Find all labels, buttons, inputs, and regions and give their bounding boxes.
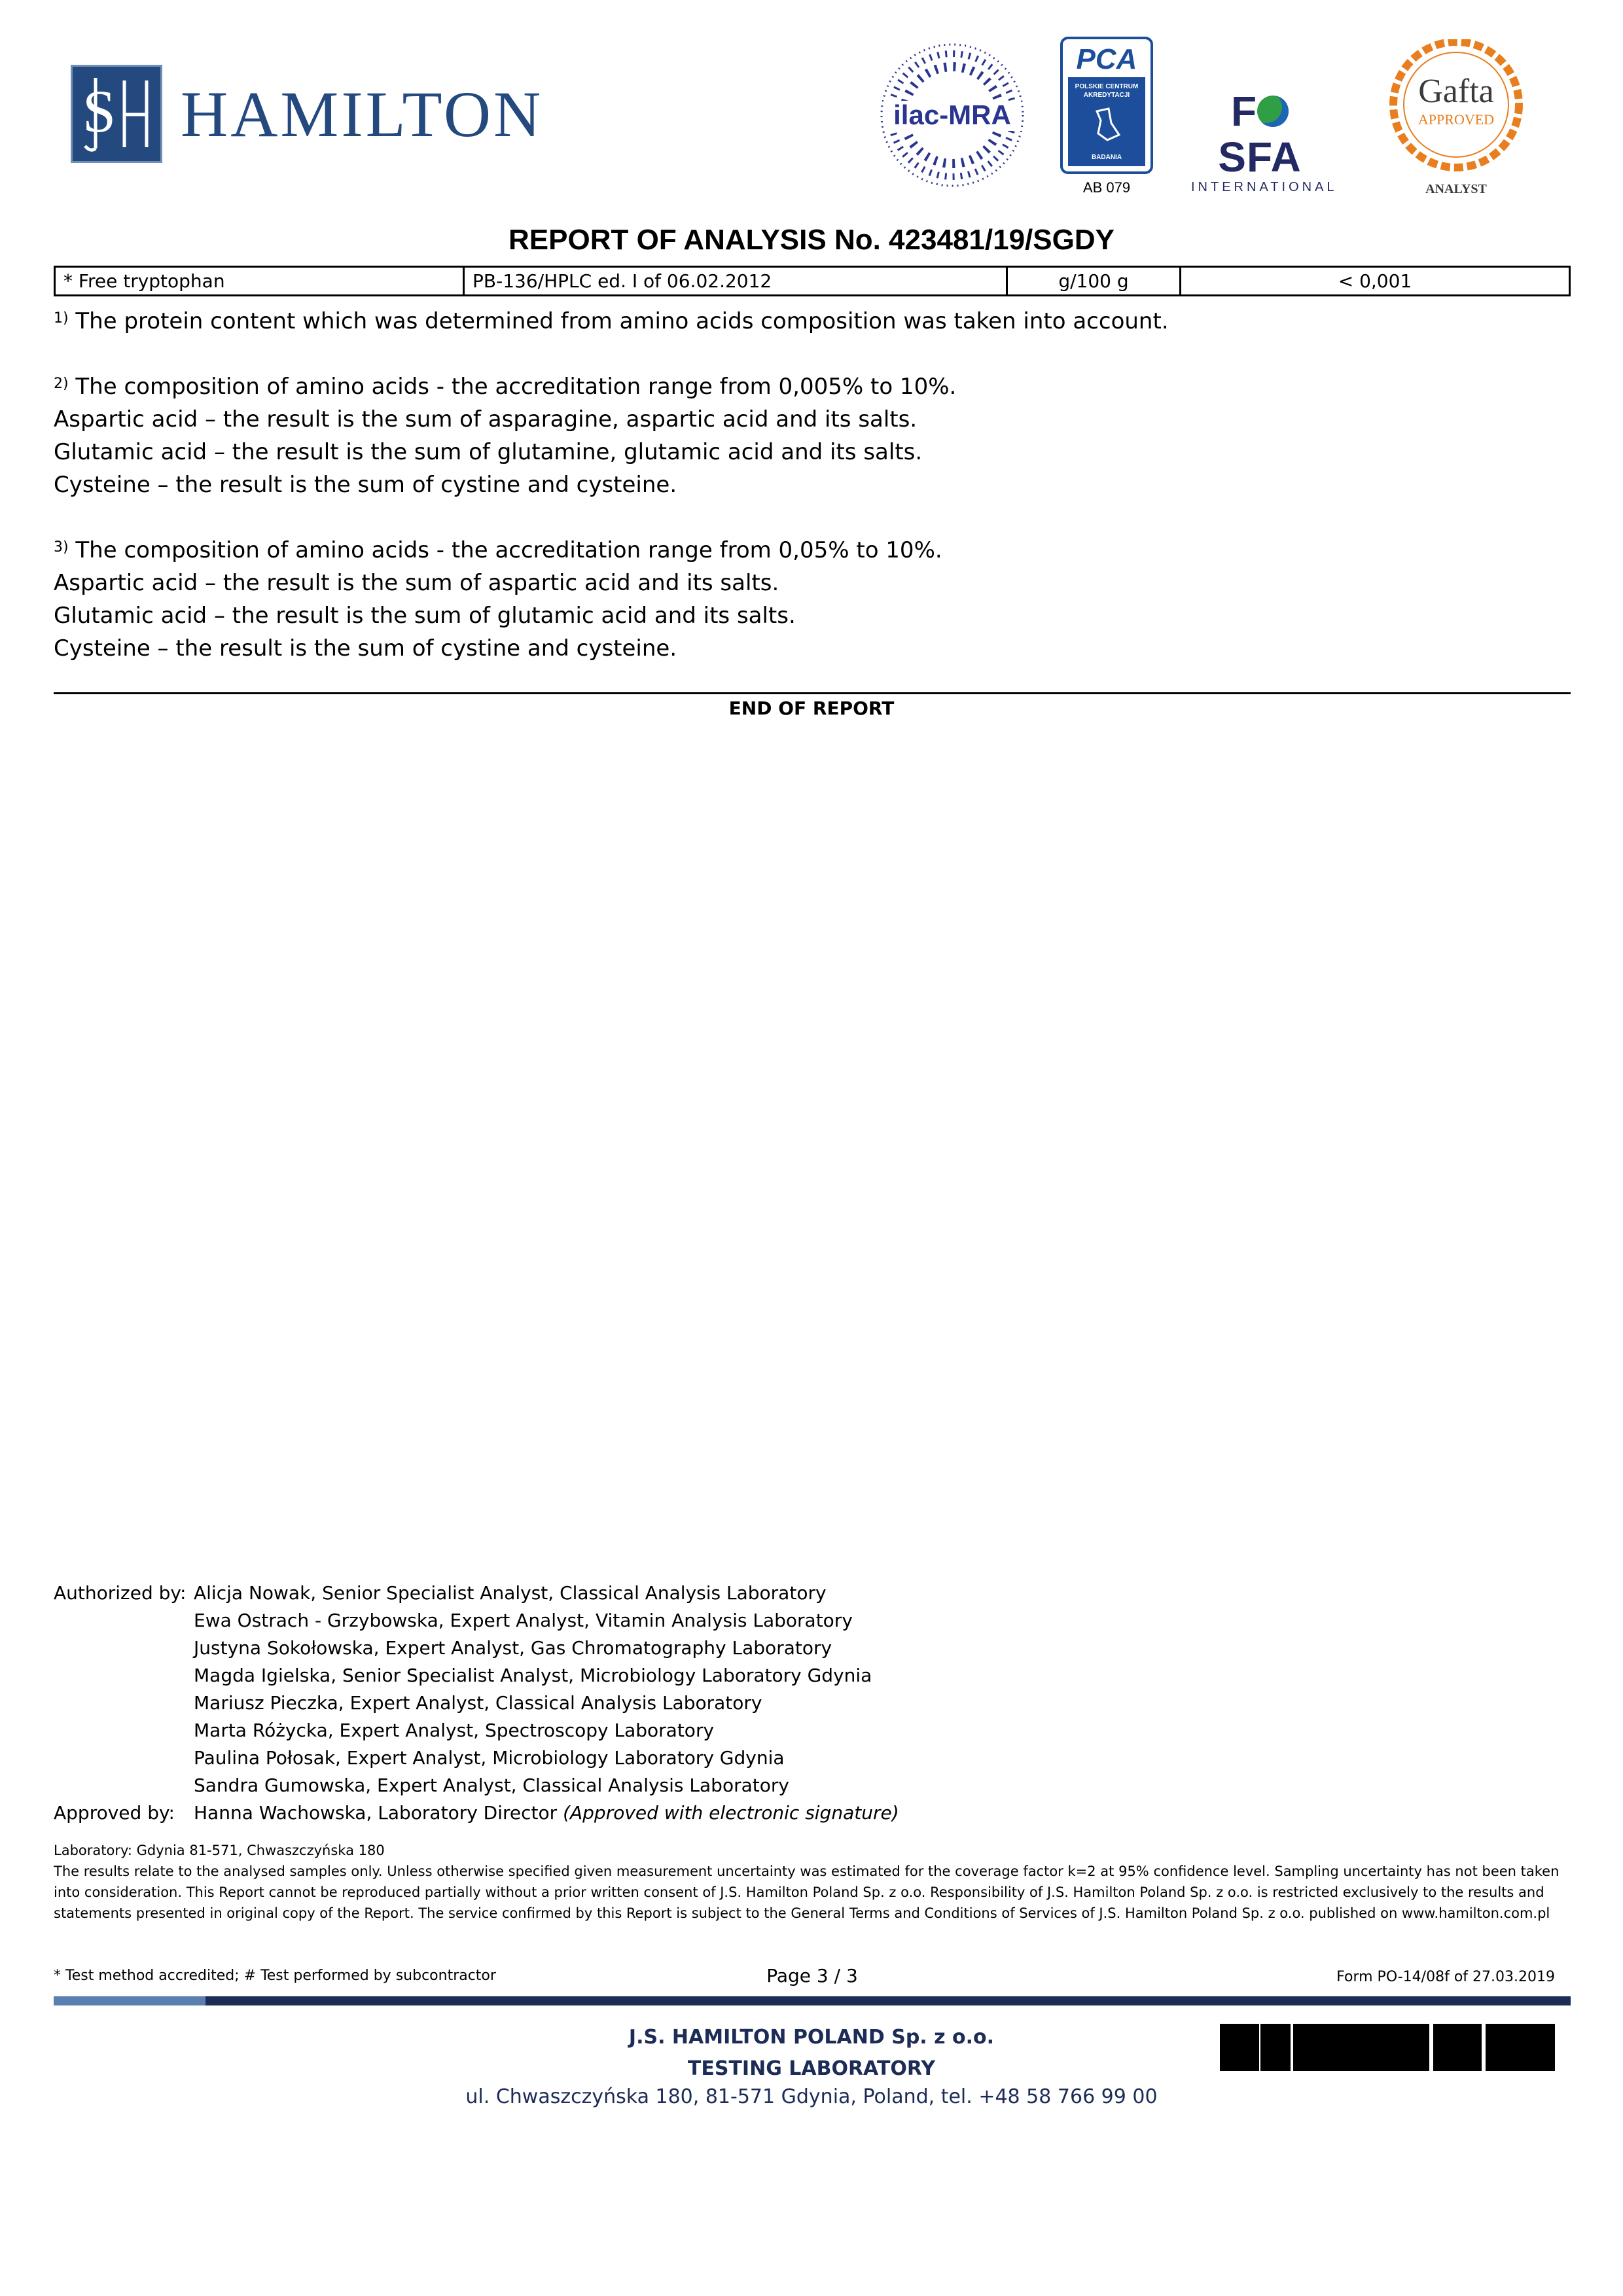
fosfa-letter: F — [1230, 88, 1258, 135]
svg-text:ilac-MRA: ilac-MRA — [893, 99, 1011, 130]
page-number: Page 3 / 3 — [766, 1965, 858, 1987]
authorizer: Ewa Ostrach - Grzybowska, Expert Analyst, Vitamin Analysis Laboratory — [194, 1610, 853, 1631]
footnotes — [54, 305, 1571, 665]
authorizer: Sandra Gumowska, Expert Analyst, Classical Analysis Laboratory — [194, 1775, 789, 1796]
jsh-monogram-icon — [71, 65, 162, 163]
authorized-label: Authorized by: — [54, 1582, 187, 1604]
pca-subtitle: POLSKIE CENTRUM — [1075, 83, 1139, 90]
footer-row — [54, 1965, 1571, 1991]
footnote-line: Cysteine – the result is the sum of cystine and cysteine. — [54, 635, 677, 662]
footnote-text: The composition of amino acids - the accreditation range from 0,005% to 10%. — [75, 374, 957, 400]
authorization-block — [54, 1580, 1571, 1827]
approved-label: Approved by: — [54, 1802, 175, 1824]
approval-note: (Approved with electronic signature) — [563, 1802, 899, 1824]
legal-notice — [54, 1840, 1571, 1924]
svg-text:S: S — [82, 78, 116, 145]
brand-name: HAMILTON — [181, 77, 544, 150]
footnote-mark: 2) — [54, 376, 69, 392]
footnote-mark: 1) — [54, 310, 69, 327]
authorizer: Mariusz Pieczka, Expert Analyst, Classical Analysis Laboratory — [194, 1692, 762, 1714]
parameter-cell: * Free tryptophan — [55, 267, 464, 296]
form-code: Form PO-14/08f of 27.03.2019 — [1336, 1969, 1555, 1985]
fosfa-logo — [1191, 88, 1338, 195]
end-of-report: END OF REPORT — [728, 698, 895, 719]
result-table — [54, 266, 1571, 296]
table-row — [55, 267, 1570, 296]
authorizer: Marta Różycka, Expert Analyst, Spectroscopy Laboratory — [194, 1720, 715, 1741]
method-cell: PB-136/HPLC ed. I of 06.02.2012 — [464, 267, 1007, 296]
fosfa-letters: SFA — [1218, 133, 1302, 181]
footnote-1 — [54, 305, 1571, 338]
approver: Hanna Wachowska, Laboratory Director — [194, 1802, 558, 1824]
svg-text:Gafta: Gafta — [1418, 73, 1494, 110]
footnote-mark: 3) — [54, 539, 69, 556]
authorizer: Magda Igielska, Senior Specialist Analyst, Microbiology Laboratory Gdynia — [194, 1665, 872, 1686]
footer-bar — [54, 1996, 1571, 2005]
unit-cell: g/100 g — [1007, 267, 1181, 296]
laboratory-address: Laboratory: Gdynia 81-571, Chwaszczyńska 180 — [54, 1843, 385, 1858]
footnote-3 — [54, 534, 1571, 567]
pca-subtitle-2: AKREDYTACJI — [1083, 92, 1130, 99]
company-name: J.S. HAMILTON POLAND Sp. z o.o. — [628, 2026, 995, 2049]
divider — [54, 692, 1571, 694]
pca-title: PCA — [1076, 43, 1137, 75]
disclaimer: The results relate to the analysed samples only. Unless otherwise specified given measurement uncertainty was estimated for the coverage factor k=2 at 95% confidence level. Sampling uncertainty has not been taken into consideration. This Report cannot be reproduced partially without a prior written consent of J.S. Hamilton Poland Sp. z o.o. Responsibility of J.S. Hamilton Poland Sp. z o.o. is restricted exclusively to the results and statements presented in original copy of the Report. The service confirmed by this Report is subject to the General Terms and Conditions of Services of J.S. Hamilton Poland Sp. z o.o. published on www.hamilton.com.pl — [54, 1863, 1560, 1921]
svg-text:APPROVED: APPROVED — [1418, 111, 1495, 128]
hamilton-logo — [71, 63, 543, 165]
footnote-line: Cysteine – the result is the sum of cystine and cysteine. — [54, 472, 677, 498]
authorizer: Justyna Sokołowska, Expert Analyst, Gas Chromatography Laboratory — [194, 1637, 832, 1659]
fosfa-subtitle: INTERNATIONAL — [1191, 180, 1338, 194]
gafta-approved-logo-icon — [1384, 39, 1528, 200]
footnote-2 — [54, 370, 1571, 403]
authorizer: Alicja Nowak, Senior Specialist Analyst, Classical Analysis Laboratory — [194, 1582, 827, 1604]
lab-name: TESTING LABORATORY — [687, 2057, 936, 2080]
footnote-line: Aspartic acid – the result is the sum of asparagine, aspartic acid and its salts. — [54, 406, 918, 433]
footnote-line: Glutamic acid – the result is the sum of glutamine, glutamic acid and its salts. — [54, 439, 923, 465]
ilac-mra-logo-icon — [877, 38, 1027, 195]
footnote-text: The protein content which was determined from amino acids composition was taken into account. — [75, 308, 1169, 334]
footnote-text: The composition of amino acids - the accreditation range from 0,05% to 10%. — [75, 537, 942, 563]
value-cell: < 0,001 — [1181, 267, 1570, 296]
pca-emblem-icon — [1068, 77, 1145, 166]
barcode-icon — [1219, 2024, 1556, 2071]
footnote-line: Glutamic acid – the result is the sum of glutamic acid and its salts. — [54, 603, 796, 629]
svg-text:ANALYST: ANALYST — [1425, 182, 1487, 196]
authorizer: Paulina Połosak, Expert Analyst, Microbiology Laboratory Gdynia — [194, 1747, 785, 1769]
pca-accreditation-logo — [1060, 37, 1153, 200]
report-title: REPORT OF ANALYSIS No. 423481/19/SGDY — [508, 224, 1115, 256]
pca-code: AB 079 — [1082, 179, 1131, 196]
pca-badge: BADANIA — [1091, 154, 1122, 161]
globe-icon — [1257, 96, 1289, 127]
legend: * Test method accredited; # Test performed by subcontractor — [54, 1968, 496, 1984]
company-address: ul. Chwaszczyńska 180, 81-571 Gdynia, Poland, tel. +48 58 766 99 00 — [465, 2085, 1158, 2108]
footnote-line: Aspartic acid – the result is the sum of aspartic acid and its salts. — [54, 570, 779, 596]
